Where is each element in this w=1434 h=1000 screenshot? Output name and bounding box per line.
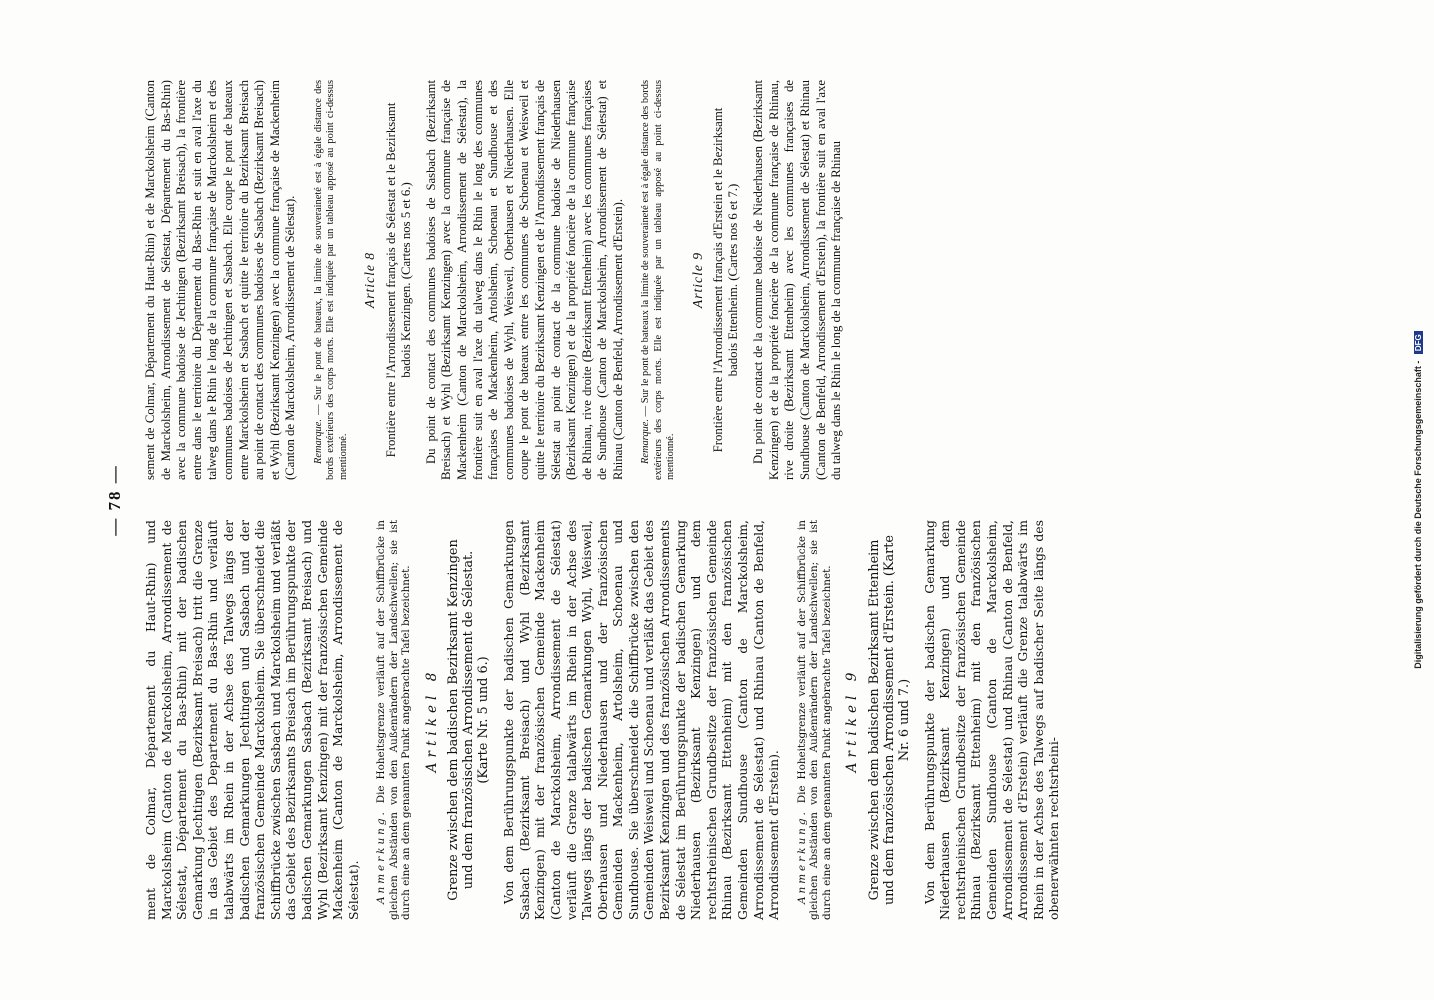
german-intro-paragraph: ment de Colmar, Département du Haut-Rhin) und Marckolsheim (Canton de Marckolsheim, Arrondissement de Sélestat, Département du Bas-Rhin) mit der badischen Gemarkung Jechtingen (Bezirksamt Breisach) tritt die Grenze in das Gebiet des Departement du Bas-Rhin und verläuft talabwärts im Rhein in der Achse des Talwegs längs der badischen Gemarkungen Jechtingen und Sasbach und der französischen Gemeinde Marckolsheim. Sie überschneidet die Schiffbrücke zwischen Sasbach und Marckolsheim und verläßt das Gebiet des Bezirksamts Breisach im Berührungspunkte der badischen Gemarkungen Sasbach (Bezirksamt Breisach) und Wyhl (Bezirksamt Kenzingen) mit der französischen Gemeinde Mackenheim (Canton de Marckolsheim, Arrondissement de Sélestat). bbox=[143, 520, 361, 920]
french-intro-paragraph: sement de Colmar, Département du Haut-Rhin) et de Marckolsheim (Canton de Marckolsheim, Arrondissement de Sélestat, Département du Bas-Rhin) avec la commune badoise de Jechtingen (Bezirksamt Breisach), la frontière entre dans le territoire du Département du Bas-Rhin et suit en aval l'axe du talweg dans le Rhin le long de la commune française de Marckolsheim et des communes badoises de Jechtingen et Sasbach. Elle coupe le pont de bateaux entre Marckolsheim et Sasbach et quitte le territoire du Bezirksamt Breisach au point de contact des communes badoises de Sasbach (Bezirksamt Breisach) et Wyhl (Bezirksamt Kenzingen) avec la commune française de Mackenheim (Canton de Marckolsheim, Arrondissement de Sélestat). bbox=[143, 80, 298, 480]
german-article-8-subtitle: Grenze zwischen dem badischen Bezirksamt Kenzingen und dem französischen Arrondissement de Sélestat. (Karte Nr. 5 und 6.) bbox=[446, 539, 492, 901]
german-remark-1-label: Anmerkung. bbox=[375, 809, 388, 904]
french-remark-2-label: Remarque. bbox=[640, 419, 652, 464]
digitization-note-text: Digitalisierung gefördert durch die Deutsche Forschungsgemeinschaft - bbox=[1413, 360, 1423, 669]
french-article-8-subtitle: Frontière entre l'Arrondissement français de Sélestat et le Bezirksamt badois Kenzingen. (Cartes nos 5 et 6.) bbox=[383, 102, 413, 458]
digitization-note bbox=[1413, 120, 1423, 880]
french-article-9-paragraph: Du point de contact de la commune badoise de Niederhausen (Bezirksamt Kenzingen) et de la propriété foncière de la commune française de Rhinau, rive droite (Bezirksamt Ettenheim) avec les communes françaises de Sundhouse (Canton de Marckolsheim, Arrondissement de Sélestat) et Rhinau (Canton de Benfeld, Arrondissement d'Erstein), la frontière suit en aval l'axe du talweg dans le Rhin le long de la commune française de Rhinau bbox=[751, 80, 844, 480]
french-article-9-heading: Article 9 bbox=[689, 251, 705, 309]
german-remark-2-label: Anmerkung. bbox=[795, 809, 808, 904]
french-remark-2-text: — Sur le pont de bateaux la limite de souveraineté est à égale distance des bords extérieurs des corps morts. Elle est indiquée par un tableau apposé au point ci-dessus mentionné. bbox=[640, 80, 677, 480]
french-remark-1-text: — Sur le pont de bateaux, la limite de souveraineté est à égale distance des bords extérieurs des corps morts. Elle est indiquée par un tableau apposé au point ci-dessus mentionné. bbox=[312, 80, 349, 480]
french-remark-1 bbox=[313, 80, 350, 480]
rotated-page-content bbox=[105, 80, 1355, 920]
french-article-8-paragraph: Du point de contact des communes badoises de Sasbach (Bezirksamt Breisach) et Wyhl (Bezirksamt Kenzingen) avec la commune française de Mackenheim (Canton de Marckolsheim, Arrondissement de Sélestat), la frontière suit en aval l'axe du talweg dans le Rhin le long des communes françaises de Mackenheim, Artolsheim, Schoenau et Sundhouse et des communes badoises de Wyhl, Weisweil, Oberhausen et Niederhausen. Elle coupe le pont de bateaux entre les communes de Schoenau et Weisweil et quitte le territoire du Bezirksamt Kenzingen et de l'Arrondissement français de Sélestat au point de contact de la commune badoise de Niederhausen (Bezirksamt Kenzingen) et de la propriété foncière de la commune française de Rhinau, rive droite (Bezirksamt Ettenheim) avec les communes françaises de Sundhouse (Canton de Marckolsheim, Arrondissement de Sélestat) et Rhinau (Canton de Benfeld, Arrondissement d'Erstein). bbox=[423, 80, 625, 480]
french-remark-1-label: Remarque. bbox=[312, 419, 324, 464]
dfg-logo: DFG bbox=[1414, 331, 1423, 354]
french-remark-2 bbox=[640, 80, 677, 480]
german-remark-1-text: Die Hoheitsgrenze verläuft auf der Schiffbrücke in gleichen Abständen von den Außenrändern der Landschwellen; sie ist durch eine an dem genannten Punkt angebrachte Tafel bezeichnet. bbox=[375, 520, 413, 920]
german-article-8-heading: Artikel 8 bbox=[423, 667, 440, 773]
german-article-9-subtitle: Grenze zwischen dem badischen Bezirksamt Ettenheim und dem französischen Arrondissement d'Erstein. (Karte Nr. 6 und 7.) bbox=[866, 535, 912, 905]
german-remark-2 bbox=[796, 520, 833, 920]
german-column bbox=[143, 520, 1355, 920]
page-number: — 78 — bbox=[105, 464, 124, 536]
german-remark-1 bbox=[375, 520, 412, 920]
french-article-9-subtitle: Frontière entre l'Arrondissement français d'Erstein et le Bezirksamt badois Ettenheim. (Cartes nos 6 et 7.) bbox=[711, 107, 741, 453]
german-article-9-heading: Artikel 9 bbox=[844, 667, 861, 773]
french-article-8-heading: Article 8 bbox=[362, 251, 378, 309]
french-column bbox=[143, 80, 1355, 480]
german-remark-2-text: Die Hoheitsgrenze verläuft auf der Schiffbrücke in gleichen Abständen von den Außenrändern der Landschwellen; sie ist durch eine an dem genannten Punkt angebrachte Tafel bezeichnet. bbox=[795, 520, 833, 920]
german-article-9-paragraph: Von dem Berührungspunkte der badischen Gemarkung Niederhausen (Bezirksamt Kenzingen) und dem rechtsrheinischen Grundbesitze der französischen Gemeinde Rhinau (Bezirksamt Ettenheim) mit den französischen Gemeinden Sundhouse (Canton de Marckolsheim, Arrondissement de Sélestat) und Rhinau (Canton de Benfeld, Arrondissement d'Erstein) verläuft die Grenze talabwärts im Rhein in der Achse des Talwegs auf badischer Seite längs des obenerwähnten rechtsrheini- bbox=[921, 520, 1062, 920]
german-article-8-paragraph: Von dem Berührungspunkte der badischen Gemarkungen Sasbach (Bezirksamt Breisach) und Wyhl (Bezirksamt Kenzingen) mit der französischen Gemeinde Mackenheim (Canton de Marckolsheim, Arrondissement de Sélestat) verläuft die Grenze talabwärts im Rhein in der Achse des Talwegs längs der badischen Gemarkungen Wyhl, Weisweil, Oberhausen und Niederhausen und der französischen Gemeinden Mackenheim, Artolsheim, Schoenau und Sundhouse. Sie überschneidet die Schiffbrücke zwischen den Gemeinden Weisweil und Schoenau und verläßt das Gebiet des Bezirksamt Kenzingen und des französischen Arrondissements de Sélestat im Berührungspunkte der badischen Gemarkung Niederhausen (Bezirksamt Kenzingen) und dem rechtsrheinischen Grundbesitze der französischen Gemeinde Rhinau (Bezirksamt Ettenheim) mit den französischen Gemeinden Sundhouse (Canton de Marckolsheim, Arrondissement de Sélestat) und Rhinau (Canton de Benfeld, Arrondissement d'Erstein). bbox=[501, 520, 782, 920]
